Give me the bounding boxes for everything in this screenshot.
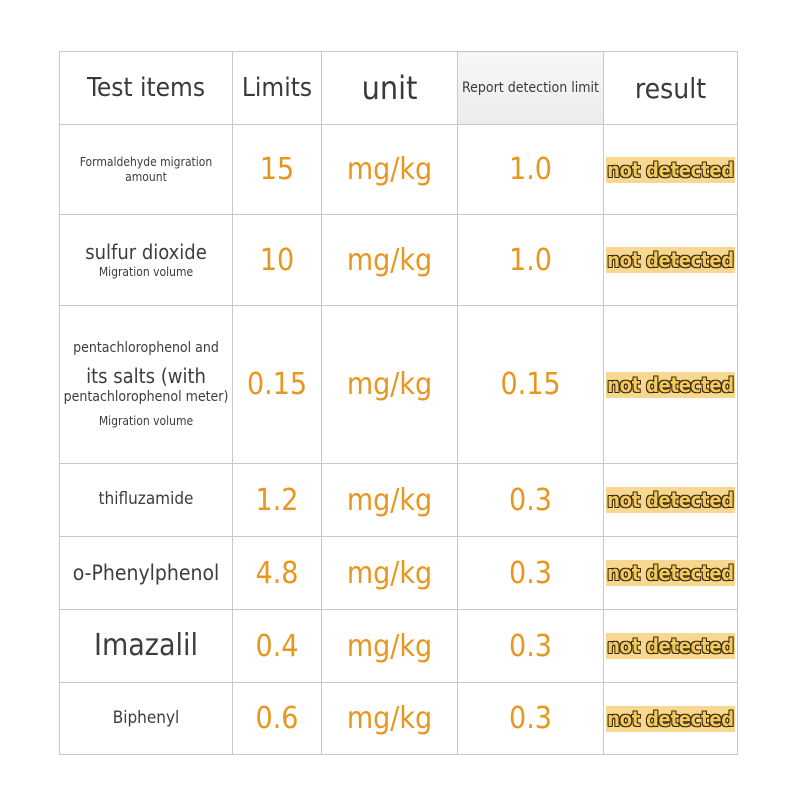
test-item-cell <box>60 306 233 464</box>
test-item-line: thifluzamide <box>98 489 194 510</box>
test-item-cell <box>60 683 233 755</box>
unit-cell: mg/kg <box>322 537 458 610</box>
header-limits: Limits <box>233 52 322 125</box>
test-item-line: sulfur dioxide <box>85 240 207 264</box>
limit-cell: 0.15 <box>233 306 322 464</box>
test-item-cell <box>60 610 233 683</box>
limit-cell: 1.2 <box>233 464 322 537</box>
result-cell <box>604 215 738 306</box>
test-item-line: Formaldehyde migration <box>79 154 213 169</box>
test-item-line: Biphenyl <box>112 707 180 728</box>
table-row <box>60 537 738 610</box>
unit-cell: mg/kg <box>322 683 458 755</box>
header-test-items: Test items <box>60 52 233 125</box>
table-row <box>60 125 738 215</box>
limit-cell: 15 <box>233 125 322 215</box>
table-row <box>60 306 738 464</box>
limit-cell: 0.4 <box>233 610 322 683</box>
result-badge: not detected <box>607 372 734 397</box>
unit-cell: mg/kg <box>322 125 458 215</box>
header-result: result <box>604 52 738 125</box>
result-cell <box>604 537 738 610</box>
detection-limit-cell: 0.15 <box>458 306 604 464</box>
test-item-line: Migration volume <box>98 414 194 428</box>
result-cell <box>604 683 738 755</box>
header-row <box>60 52 738 125</box>
table-row <box>60 610 738 683</box>
test-item-line: pentachlorophenol and <box>73 340 219 356</box>
result-cell <box>604 125 738 215</box>
detection-limit-cell: 0.3 <box>458 464 604 537</box>
test-item-cell <box>60 537 233 610</box>
test-item-cell <box>60 125 233 215</box>
test-item-line: amount <box>125 169 167 184</box>
table-row <box>60 683 738 755</box>
table-row <box>60 464 738 537</box>
detection-limit-cell: 0.3 <box>458 610 604 683</box>
test-item-line: Imazalil <box>94 628 198 664</box>
unit-cell: mg/kg <box>322 215 458 306</box>
header-report-detection-limit: Report detection limit <box>458 52 604 125</box>
result-badge: not detected <box>607 561 734 585</box>
detection-limit-cell: 1.0 <box>458 215 604 306</box>
unit-cell: mg/kg <box>322 464 458 537</box>
test-item-line: Migration volume <box>98 265 194 279</box>
test-item-line: o-Phenylphenol <box>72 560 220 585</box>
unit-cell: mg/kg <box>322 610 458 683</box>
test-results-table <box>59 51 738 755</box>
unit-cell: mg/kg <box>322 306 458 464</box>
limit-cell: 0.6 <box>233 683 322 755</box>
result-badge: not detected <box>607 488 734 512</box>
detection-limit-cell: 0.3 <box>458 537 604 610</box>
test-item-line: its salts (with <box>86 363 206 388</box>
result-cell <box>604 610 738 683</box>
test-item-line: pentachlorophenol meter) <box>63 388 229 405</box>
detection-limit-cell: 1.0 <box>458 125 604 215</box>
header-unit: unit <box>322 52 458 125</box>
test-item-cell <box>60 215 233 306</box>
result-badge: not detected <box>607 248 734 272</box>
detection-limit-cell: 0.3 <box>458 683 604 755</box>
result-cell <box>604 464 738 537</box>
result-cell <box>604 306 738 464</box>
table-row <box>60 215 738 306</box>
limit-cell: 4.8 <box>233 537 322 610</box>
test-item-cell <box>60 464 233 537</box>
result-badge: not detected <box>607 157 734 182</box>
result-badge: not detected <box>607 706 734 731</box>
result-badge: not detected <box>607 634 734 658</box>
limit-cell: 10 <box>233 215 322 306</box>
